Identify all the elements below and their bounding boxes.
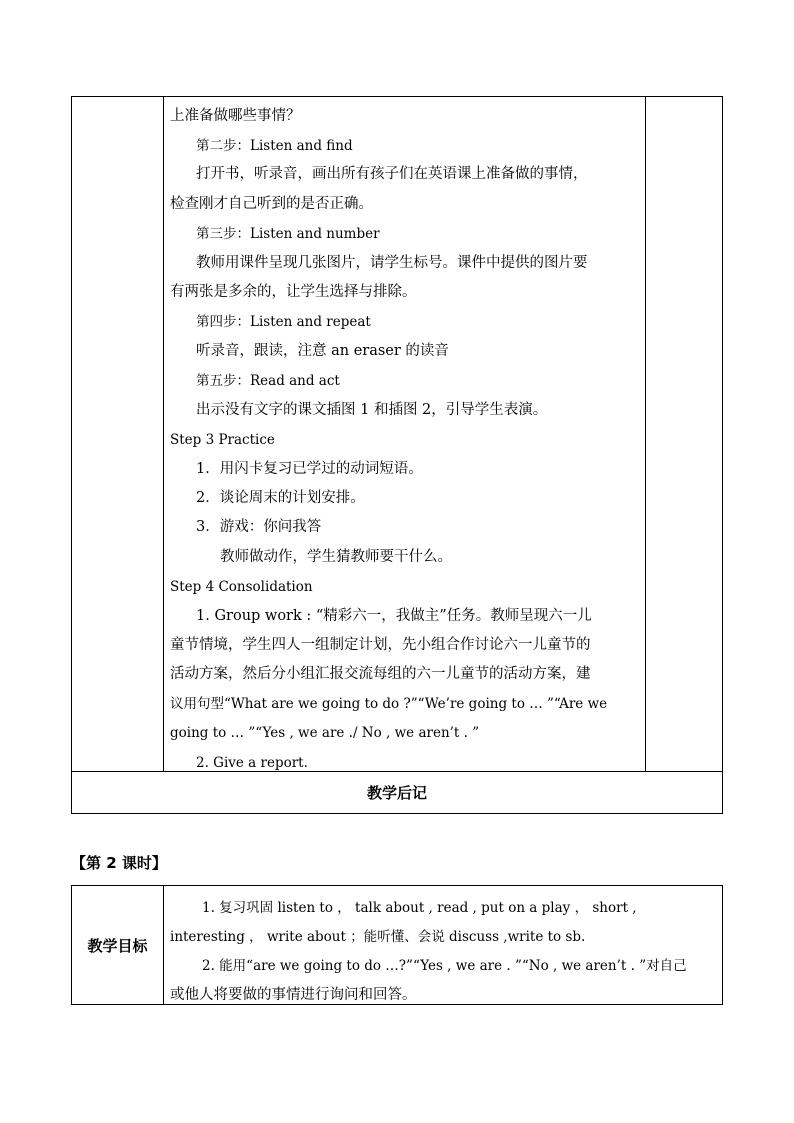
text-line: 听录音，跟读，注意 an eraser 的读音 xyxy=(196,343,449,359)
text-line: 打开书，听录音，画出所有孩子们在英语课上准备做的事情， xyxy=(196,166,588,182)
step-title: 第四步：Listen and repeat xyxy=(196,314,371,330)
list-item: 1．用闪卡复习已学过的动词短语。 xyxy=(196,461,423,477)
step-title: 第三步：Listen and number xyxy=(196,226,380,242)
text-line: 检查刚才自己听到的是否正确。 xyxy=(170,196,373,212)
lesson-objectives-table xyxy=(71,885,723,1005)
lesson-heading: 【第 2 课时】 xyxy=(71,854,167,872)
section-heading: Step 4 Consolidation xyxy=(170,579,313,595)
text-line: 童节情境，学生四人一组制定计划，先小组合作讨论六一儿童节的 xyxy=(170,637,591,653)
text-line: 有两张是多余的，让学生选择与排除。 xyxy=(170,284,417,300)
objective-line: 或他人将要做的事情进行询问和回答。 xyxy=(170,987,417,1003)
text-line: 教师用课件呈现几张图片，请学生标号。课件中提供的图片要 xyxy=(196,255,588,271)
text-line: 出示没有文字的课文插图 1 和插图 2，引导学生表演。 xyxy=(196,402,548,418)
teaching-reflection-header: 教学后记 xyxy=(366,784,427,802)
section-heading: Step 3 Practice xyxy=(170,432,275,448)
objective-line: 2. 能用“are we going to do …?”“Yes , we are . ”“No , we aren’t . ”对自己 xyxy=(202,958,687,974)
lesson-plan-table-continued xyxy=(71,96,723,814)
step-title: 第五步：Read and act xyxy=(196,373,340,389)
text-line: 议用句型“What are we going to do ?”“We’re going to … ”“Are we xyxy=(170,696,608,712)
text-line: 2. Give a report. xyxy=(196,755,308,771)
text-line: 1. Group work : “精彩六一，我做主”任务。教师呈现六一儿 xyxy=(196,608,592,624)
text-line: 活动方案，然后分小组汇报交流每组的六一儿童节的活动方案，建 xyxy=(170,666,591,682)
step-title: 第二步：Listen and find xyxy=(196,138,353,154)
objective-line: interesting ， write about ；能听懂、会说 discuss ,write to sb. xyxy=(170,929,586,945)
column-divider-right xyxy=(645,97,646,771)
column-divider-left xyxy=(163,97,164,771)
text-line: 上准备做哪些事情？ xyxy=(170,108,301,124)
list-item: 3．游戏：你问我答 xyxy=(196,519,322,535)
text-line: 教师做动作，学生猜教师要干什么。 xyxy=(220,549,452,565)
list-item: 2．谈论周末的计划安排。 xyxy=(196,490,365,506)
column-divider xyxy=(163,886,164,1004)
objective-line: 1. 复习巩固 listen to ， talk about , read , put on a play ， short , xyxy=(202,900,637,916)
objectives-label: 教学目标 xyxy=(87,936,148,955)
text-line: going to … ”“Yes , we are ./ No , we aren’t . ” xyxy=(170,725,480,741)
